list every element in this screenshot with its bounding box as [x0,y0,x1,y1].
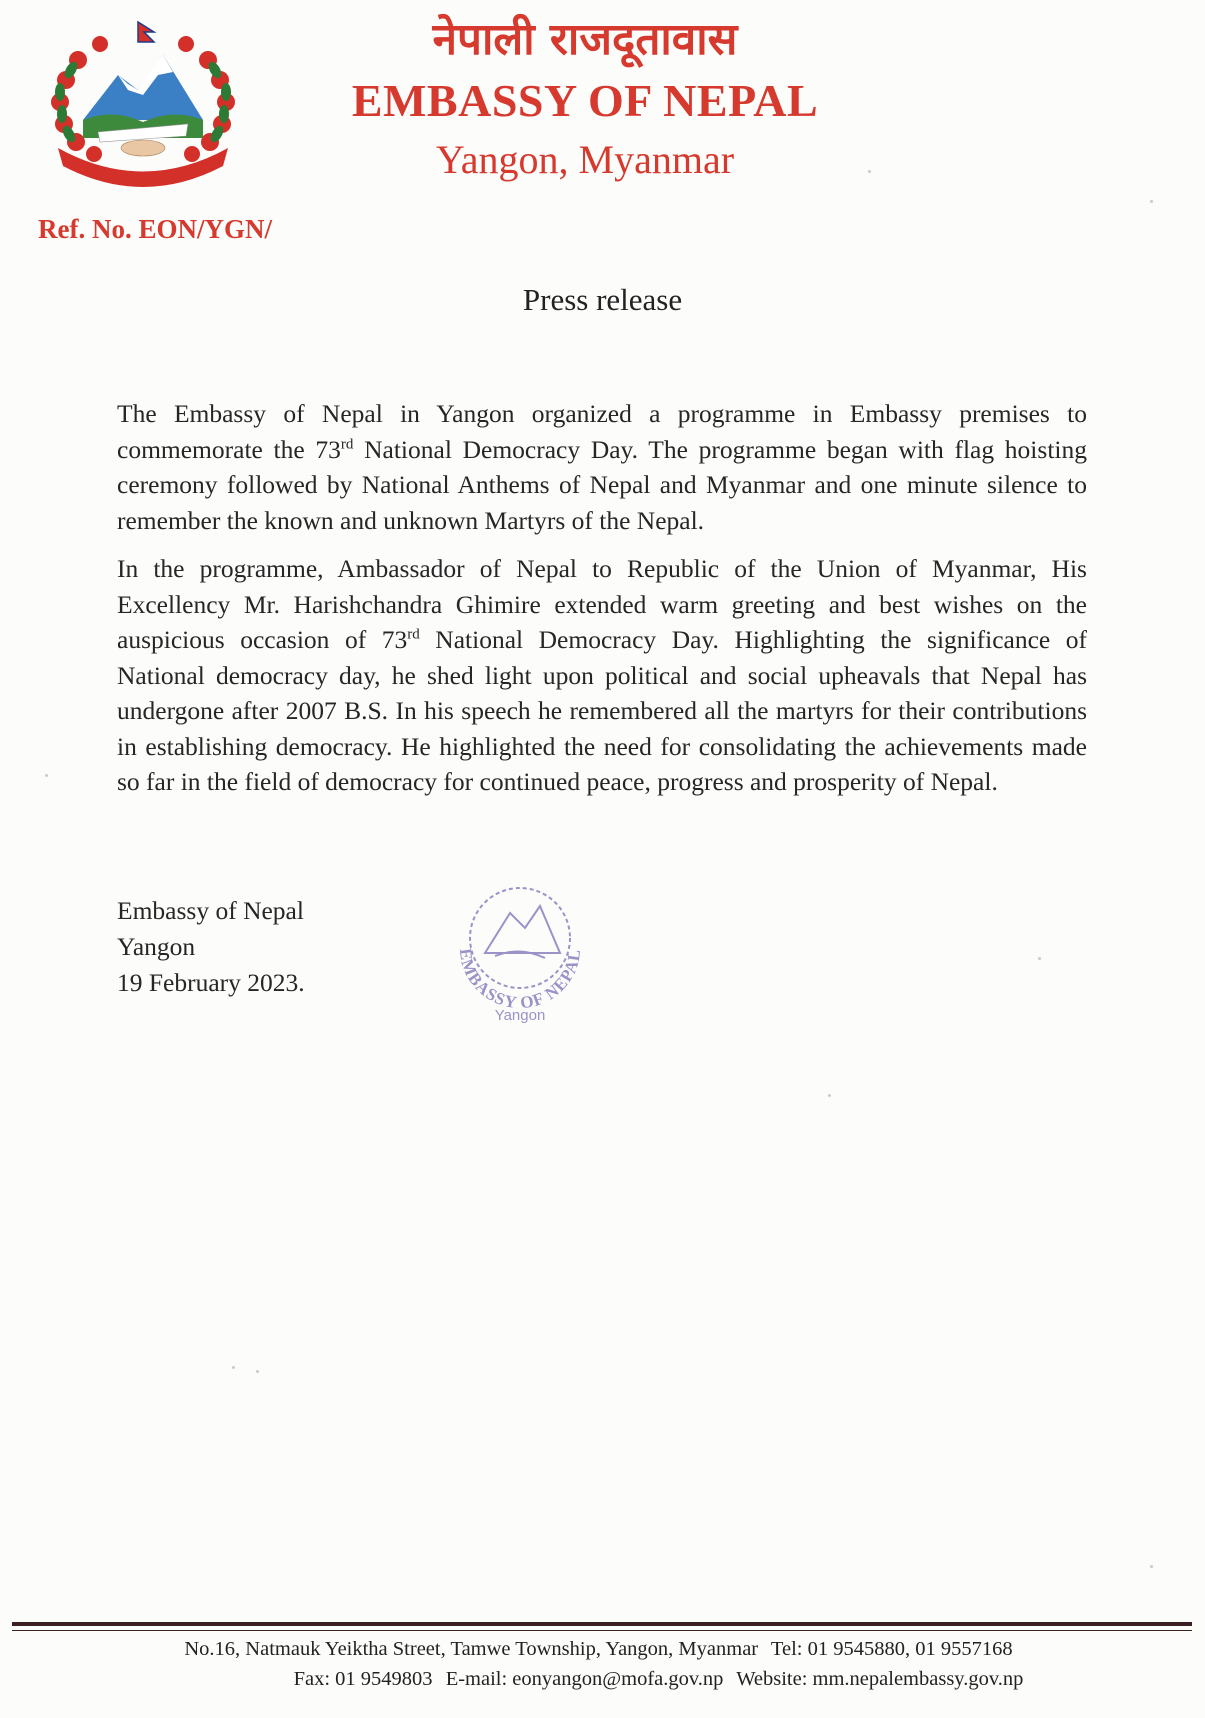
footer-divider-thin [12,1630,1192,1631]
footer-fax: Fax: 01 9549803 [293,1668,433,1690]
footer-contact-line [60,1668,1205,1691]
paragraph-2 [117,551,1087,800]
ordinal-suffix: rd [407,626,420,643]
paragraph-2-text-b: National Democracy Day. Highlighting the significance of National democracy day, he shed light upon political and social upheavals that Nepal has undergone after 2007 B.S. In his speech he remembered all the martyrs for their contributions in establishing democracy. He highlighted the need for consolidating the achievements made so far in the field of democracy for continued peace, progress and prosperity of Nepal. [117,625,1088,796]
paragraph-1 [117,396,1087,538]
reference-number: Ref. No. EON/YGN/ [38,214,272,244]
ordinal-suffix: rd [340,436,354,452]
embassy-nepali-title: नेपाली राजदूतावास [432,14,738,65]
paragraph-1-text-b: National Democracy Day. The programme began with flag hoisting ceremony followed by National Anthems of Nepal and Myanmar and one minute silence to remember the known and unknown Martyrs of the Nepal. [117,434,1087,535]
scan-speck [45,774,48,777]
scan-speck [232,1366,235,1369]
scan-speck [256,1370,259,1373]
scan-speck [1150,1565,1153,1568]
embassy-title: EMBASSY OF NEPAL [351,75,819,126]
signature-date: 19 February 2023. [117,968,305,997]
signature-block [117,893,305,1001]
stamp-city: Yangon [494,1007,546,1024]
svg-text:EMBASSY OF NEPAL [456,947,585,1012]
document-heading: Press release [522,282,683,317]
footer-address-line [0,1638,1205,1661]
press-release-body [117,396,1087,813]
paragraph-1-text-a: The Embassy of Nepal in Yangon organized a programme in Embassy premises to commemorate the 73 [117,399,1087,464]
embassy-stamp-icon [440,868,600,1028]
footer-address: No.16, Natmauk Yeiktha Street, Tamwe Township, Yangon, Myanmar [184,1638,759,1660]
scan-speck [1038,957,1041,960]
footer-divider-thick [12,1622,1192,1626]
footer-telephone: Tel: 01 9545880, 01 9557168 [770,1638,1013,1660]
nepal-coat-of-arms-icon [38,20,248,190]
signature-city: Yangon [117,932,196,961]
signature-organization: Embassy of Nepal [117,896,304,925]
scan-speck [1150,200,1153,203]
stamp-text: EMBASSY OF NEPAL [455,947,585,1013]
paragraph-2-text-a: In the programme, Ambassador of Nepal to Republic of the Union of Myanmar, His Excellency Mr. Harishchandra Ghimire extended warm greeting and best wishes on the auspicious occasion of 73 [117,554,1087,654]
scan-speck [828,1094,831,1097]
embassy-city: Yangon, Myanmar [435,137,735,182]
scan-speck [868,170,871,173]
footer-website: Website: mm.nepalembassy.gov.np [736,1668,1024,1690]
footer-email: E-mail: eonyangon@mofa.gov.np [445,1668,724,1690]
